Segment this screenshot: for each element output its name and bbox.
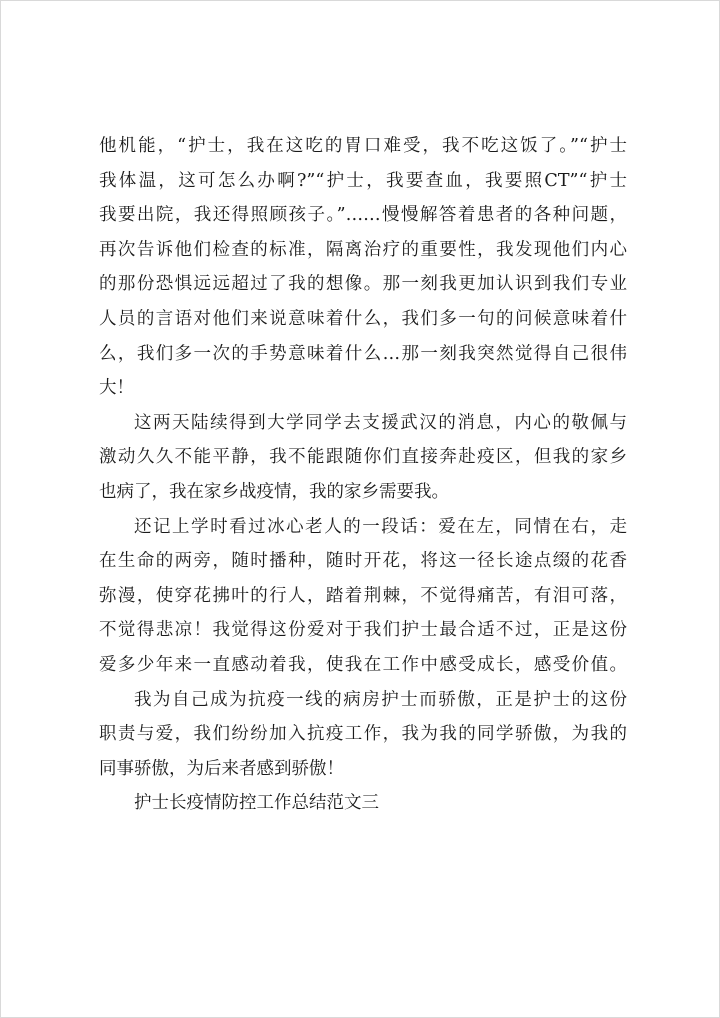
text-line: 激动久久不能平静，我不能跟随你们直接奔赴疫区，但我的家乡	[99, 447, 627, 468]
paragraph-proud-nurse	[99, 683, 627, 787]
text-line: 爱多少年来一直感动着我，使我在工作中感受成长，感受价值。	[99, 654, 627, 675]
text-line: 我要出院，我还得照顾孩子。”……慢慢解答着患者的各种问题，	[99, 205, 627, 226]
text-line: 人员的言语对他们来说意味着什么，我们多一句的问候意味着什	[99, 308, 627, 329]
paragraph-patient-questions	[99, 129, 627, 406]
paragraph-bingxin-quote	[99, 510, 627, 683]
text-line: 的那份恐惧远远超过了我的想像。那一刻我更加认识到我们专业	[99, 274, 627, 295]
text-line: 他机能，“护士，我在这吃的胃口难受，我不吃这饭了。”“护士	[99, 136, 627, 156]
text-line: 同事骄傲，为后来者感到骄傲！	[99, 758, 344, 779]
text-line: 再次告诉他们检查的标准，隔离治疗的重要性，我发现他们内心	[99, 239, 627, 260]
text-line: 在生命的两旁，随时播种，随时开花，将这一径长途点缀的花香	[99, 551, 627, 572]
text-line: 这两天陆续得到大学同学去支援武汉的消息，内心的敬佩与	[134, 412, 627, 433]
text-line: 不觉得悲凉！我觉得这份爱对于我们护士最合适不过，正是这份	[99, 620, 627, 641]
text-line: 么，我们多一次的手势意味着什么…那一刻我突然觉得自己很伟	[99, 343, 627, 364]
text-line: 我为自己成为抗疫一线的病房护士而骄傲，正是护士的这份	[134, 689, 627, 710]
text-line: 还记上学时看过冰心老人的一段话：爱在左，同情在右，走	[134, 516, 627, 537]
text-line: 弥漫，使穿花拂叶的行人，踏着荆棘，不觉得痛苦，有泪可落，	[99, 585, 627, 606]
text-line: 大！	[99, 378, 134, 399]
text-line: 我体温，这可怎么办啊?”“护士，我要查血，我要照CT”“护士	[99, 170, 627, 191]
paragraph-classmates-wuhan	[99, 406, 627, 510]
section-heading	[99, 786, 627, 821]
text-line: 也病了，我在家乡战疫情，我的家乡需要我。	[99, 481, 449, 502]
heading-text: 护士长疫情防控工作总结范文三	[134, 793, 379, 814]
document-body	[99, 129, 627, 821]
text-line: 职责与爱，我们纷纷加入抗疫工作，我为我的同学骄傲，为我的	[99, 724, 627, 745]
